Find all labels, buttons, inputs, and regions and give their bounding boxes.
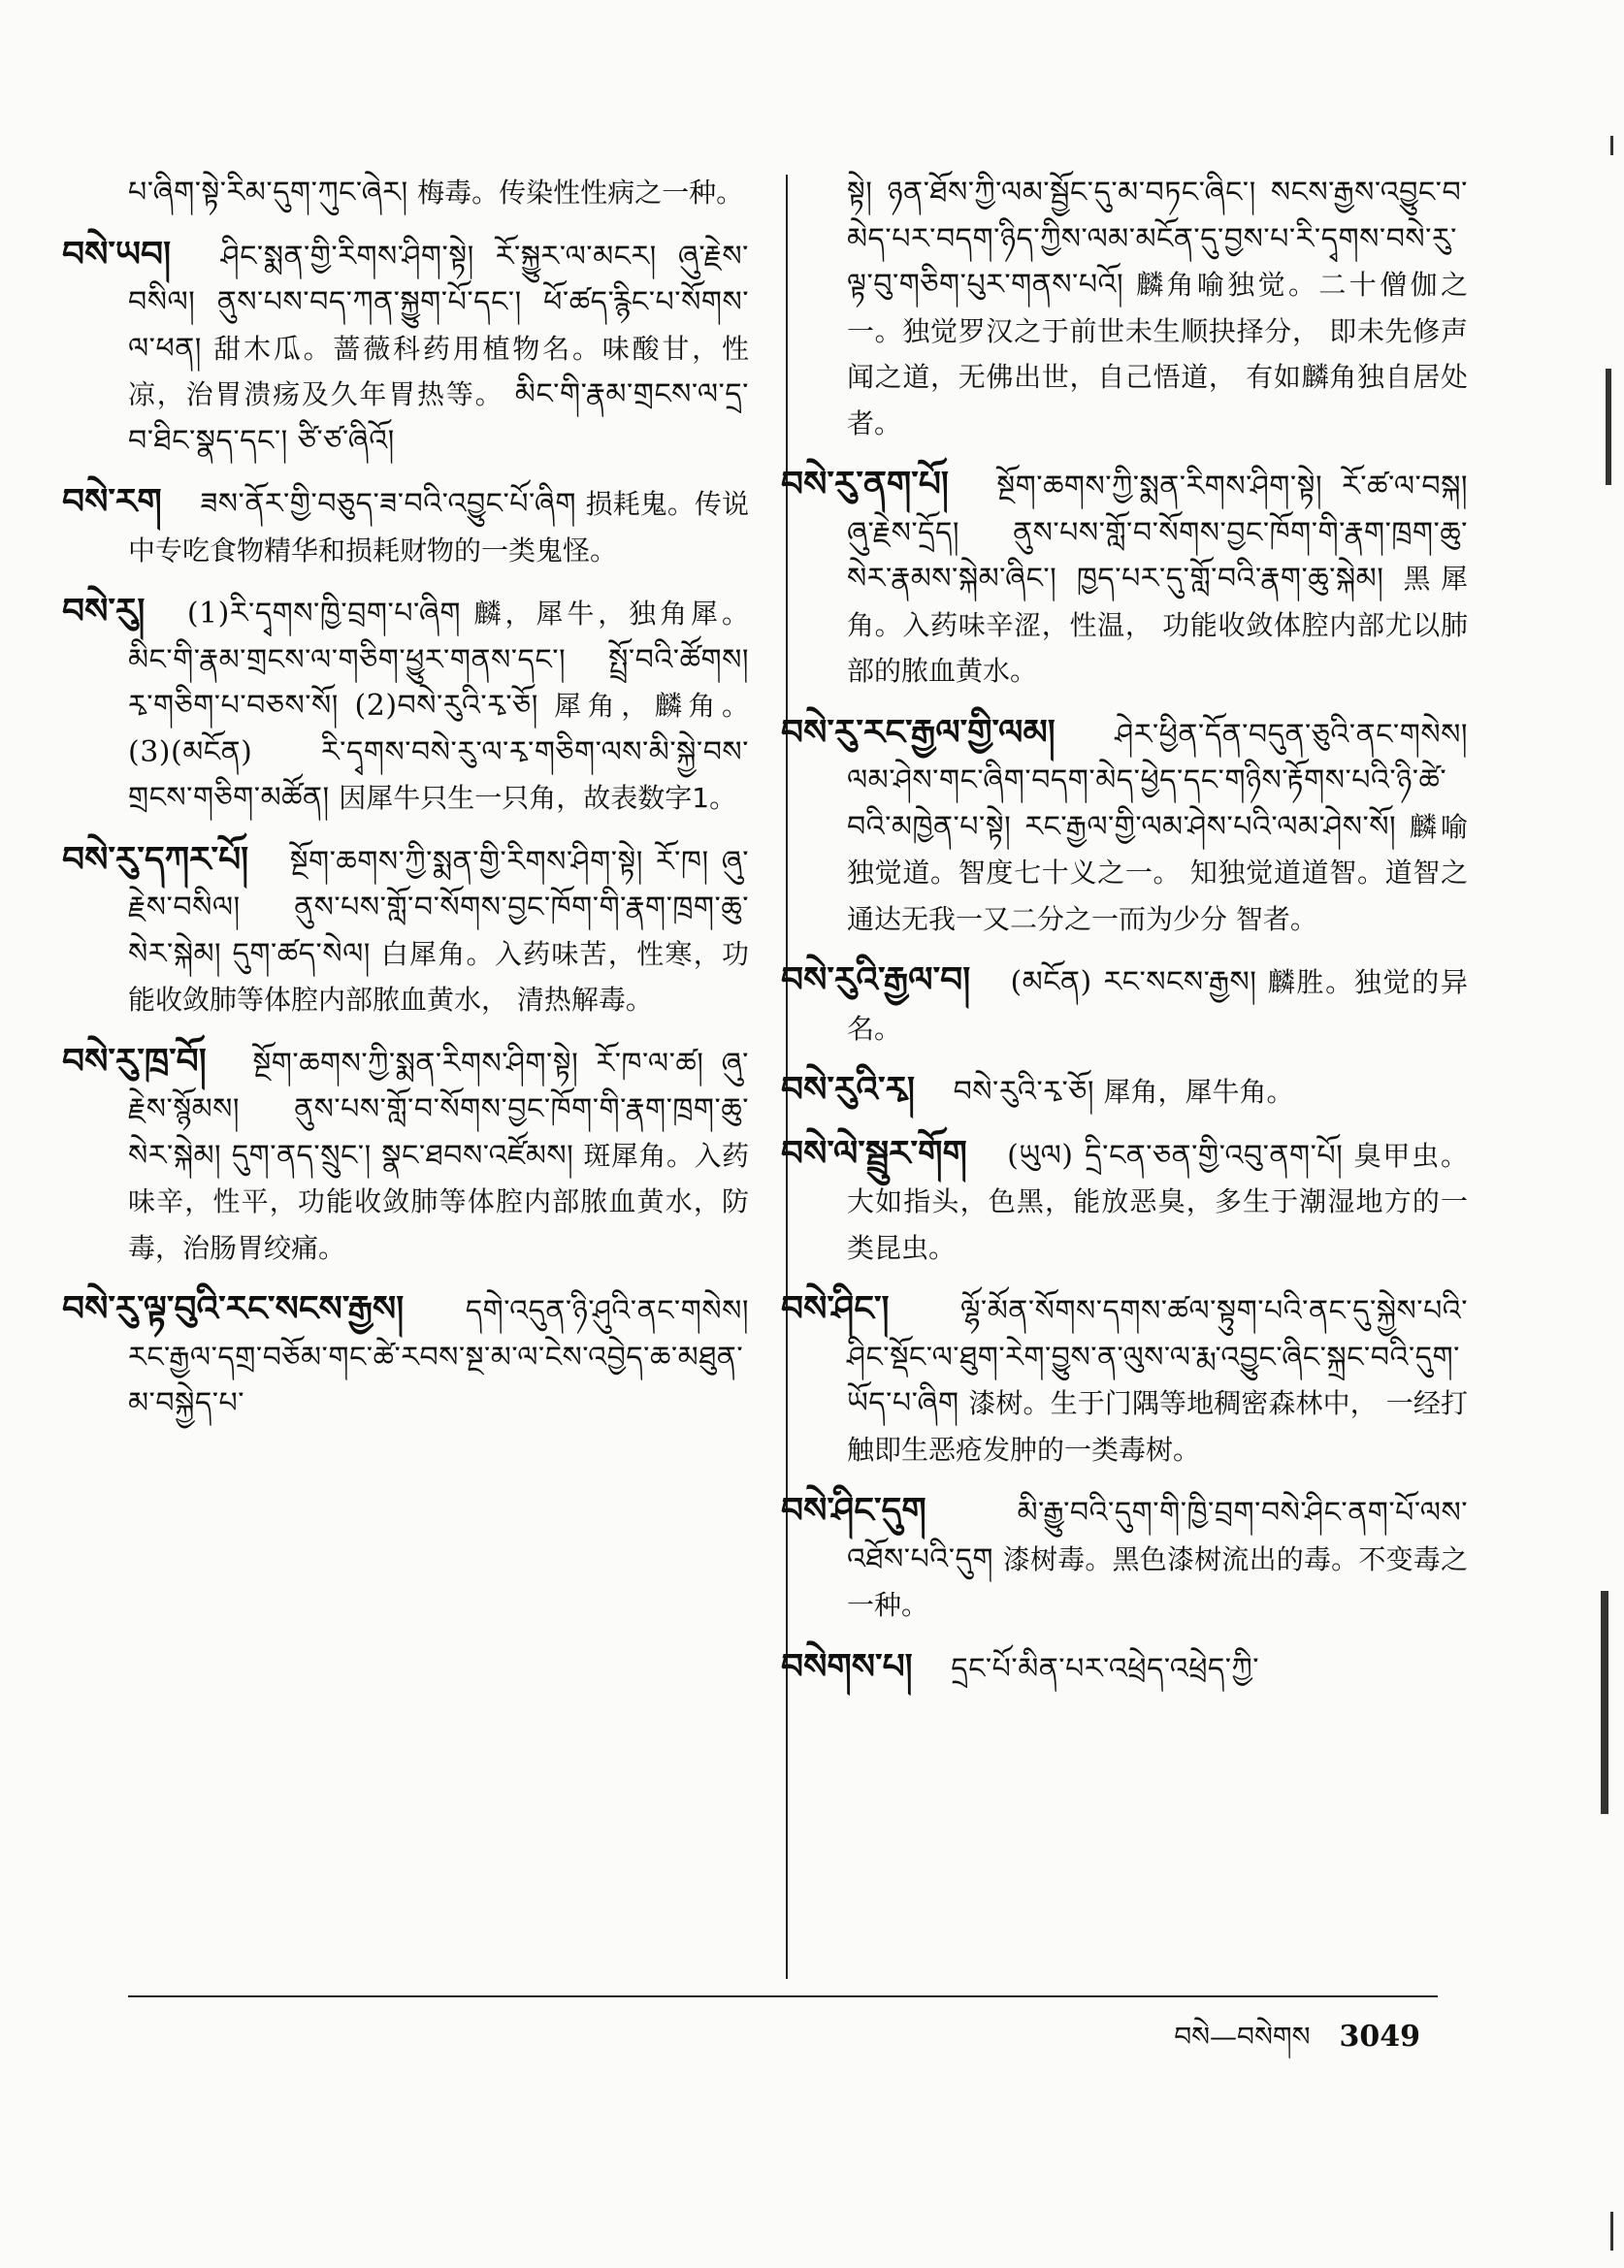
entry-headword: བསེ་རུ་རང་རྒྱལ་གྱི་ལམ། bbox=[781, 712, 1056, 753]
dictionary-entry bbox=[847, 170, 1468, 446]
entry-range: བསེ—བསེགས bbox=[1174, 2021, 1311, 2053]
tibetan-definition: མི་རྒྱུ་བའི་དུག་གི་ཁྱི་བྲག་བསེ་ཤིང་ནག་པོ་ལས་འཐོས་པའི་དུག bbox=[847, 1496, 1468, 1576]
tibetan-definition: (1)རི་དྭགས་ཁྱི་བྲག་པ་ཞིག bbox=[186, 597, 462, 631]
dictionary-entry bbox=[781, 710, 1468, 943]
entry-headword: བསེ་ཤིང་དུག bbox=[781, 1491, 926, 1531]
chinese-definition: 麟角喻独觉。二十僧伽之一。独觉罗汉之于前世未生顺抉择分， 即未先修声闻之道，无佛出世，自己悟道， 有如麟角独自居处者。 bbox=[847, 269, 1468, 439]
dictionary-entry bbox=[781, 1488, 1468, 1629]
chinese-definition: 白犀角。入药味苦，性寒，功能收敛肺等体腔内部脓血黄水， 清热解毒。 bbox=[128, 937, 749, 1016]
tibetan-definition: སྔོག་ཆགས་ཀྱི་སྨན་རིགས་ཤིག་སྟེ། རོ་ཁ་ལ་ཚ། ཞུ་རྗེས་སྙོམས། ནུས་པས་གློ་བ་སོགས་བྱང་ཁོག་གི་རྣག་ཁྲག་ཆུ་སེར་སྐེམ། དུག་ནད་སྲུང་། སྣང་ཐབས་འཛོམས། bbox=[128, 1046, 749, 1173]
page-footer bbox=[1174, 2006, 1420, 2083]
tibetan-definition: (མངོན) རང་སངས་རྒྱས། bbox=[1010, 965, 1257, 999]
entry-headword: བསེ་རུ་ཁྲ་བོ། bbox=[62, 1041, 207, 1082]
entry-headword: བསེ་རུའི་རྭ། bbox=[781, 1070, 916, 1110]
entry-headword: བསེ་ཡབ། bbox=[62, 234, 172, 275]
tibetan-definition: དགེ་འདུན་ཉི་ཤུའི་ནང་གསེས། རང་རྒྱལ་དགྲ་བཅོམ་གང་ཚེ་རབས་སྔ་མ་ལ་ངེས་འབྱེད་ཆ་མཐུན་མ་བསྐྱེད་པ་ bbox=[128, 1294, 749, 1420]
footer-rule bbox=[128, 1995, 1438, 1997]
entry-headword: བསེགས་པ། bbox=[781, 1646, 913, 1687]
chinese-definition: 梅毒。传染性性病之一种。 bbox=[417, 177, 744, 209]
dictionary-entry bbox=[62, 232, 749, 465]
chinese-definition: 麟，犀牛，独角犀。 bbox=[473, 598, 749, 630]
entry-headword: བསེ་ཤིང་། bbox=[781, 1289, 890, 1329]
entry-headword: བསེ་རུ། bbox=[62, 592, 146, 632]
dictionary-entry bbox=[128, 170, 749, 216]
tibetan-definition: སྔོག་ཆགས་ཀྱི་སྨན་གྱི་རིགས་ཤིག་སྟེ། རོ་ཁ། ཞུ་རྗེས་བསིལ། ནུས་པས་གློ་བ་སོགས་བྱང་ཁོག་གི་རྣག་ཁྲག་ཆུ་སེར་སྐེམ། དུག་ཚད་སེལ། bbox=[128, 844, 749, 971]
right-column bbox=[781, 170, 1468, 1707]
tibetan-definition: (3)(མངོན) རི་དྭགས་བསེ་རུ་ལ་རྭ་གཅིག་ལས་མི་སྐྱེ་བས་གྲངས་གཅིག་མཚོན། bbox=[128, 734, 749, 815]
dictionary-entry bbox=[781, 1286, 1468, 1473]
dictionary-entry bbox=[62, 1286, 749, 1427]
chinese-definition: 犀角，犀牛角。 bbox=[1103, 1076, 1294, 1108]
chinese-definition: 甜木瓜。蔷薇科药用植物名。味酸甘，性凉，治胃溃疡及久年胃热等。 bbox=[128, 332, 749, 410]
dictionary-entry bbox=[781, 1644, 1468, 1693]
dictionary-entry bbox=[62, 1039, 749, 1272]
tibetan-definition: མིང་གི་རྣམ་གྲངས་ལ་གཅིག་ཕྱུར་གནས་དང་། སྤྲོ་བའི་ཚོགས། རྭ་གཅིག་པ་བཅས་སོ། (2)བསེ་རུའི་རྭ་ཅོ། bbox=[128, 642, 749, 723]
tibetan-definition: མིང་གི་རྣམ་གྲངས་ལ་དྲ་བ་ཐིང་སྣད་དང་། ཙི་ཙ་ཞིའོ། bbox=[128, 377, 749, 458]
entry-headword: བསེ་རུ་ལྟ་བུའི་རང་སངས་རྒྱས། bbox=[62, 1289, 405, 1329]
tibetan-definition: ཤིང་སྨན་གྱི་རིགས་ཤིག་སྟེ། རོ་སྐྱུར་ལ་མངར། ཞུ་རྗེས་བསིལ། ནུས་པས་བད་ཀན་སྐྱུག་པོ་དང་། ཕོ་ཚད་རྙིང་པ་སོགས་ལ་ཕན། bbox=[128, 239, 749, 366]
page-number: 3049 bbox=[1339, 2020, 1420, 2054]
dictionary-entry bbox=[62, 479, 749, 573]
tibetan-definition: ཤེར་ཕྱིན་དོན་བདུན་ཅུའི་ནང་གསེས། ལམ་ཤེས་གང་ཞིག་བདག་མེད་ཕྱེད་དང་གཉིས་རྟོགས་པའི་ཉི་ཚེ་བའི་མཁྱེན་པ་སྟེ། རང་རྒྱལ་གྱི་ལམ་ཤེས་པའི་ལམ་ཤེས་སོ། bbox=[847, 717, 1468, 844]
dictionary-entry bbox=[62, 589, 749, 822]
chinese-definition: 漆树。生于门隅等地稠密森林中， 一经打触即生恶疮发肿的一类毒树。 bbox=[847, 1387, 1468, 1466]
chinese-definition: 漆树毒。黑色漆树流出的毒。不变毒之一种。 bbox=[847, 1542, 1468, 1621]
chinese-definition: 因犀牛只生一只角，故表数字1。 bbox=[339, 782, 737, 814]
dictionary-entry bbox=[781, 1067, 1468, 1116]
entry-headword: བསེ་ལེ་སྦྲུར་གོག bbox=[781, 1133, 967, 1174]
dictionary-entry bbox=[781, 1131, 1468, 1272]
tibetan-definition: སྔོག་ཆགས་ཀྱི་སྨན་རིགས་ཤིག་སྟེ། རོ་ཚ་ལ་བསྐ། ཞུ་རྗེས་དྲོད། ནུས་པས་གློ་བ་སོགས་བྱང་ཁོག་གི་རྣག་ཁྲག་ཆུ་སེར་རྣམས་སྐེམ་ཞིང་། ཁྱད་པར་དུ་གློ་བའི་རྣག་ཆུ་སྐེམ། bbox=[847, 470, 1468, 596]
entry-headword: བསེ་རུའི་རྒྱལ་བ། bbox=[781, 960, 971, 1000]
tibetan-definition: པ་ཞིག་སྟེ་རིམ་དུག་ཀུང་ཞེར། bbox=[128, 176, 408, 210]
chinese-definition: 犀角，麟角。 bbox=[554, 690, 749, 722]
dictionary-entry bbox=[781, 462, 1468, 695]
chinese-definition: 损耗鬼。传说中专吃食物精华和损耗财物的一类鬼怪。 bbox=[128, 488, 749, 567]
dictionary-entry bbox=[62, 837, 749, 1023]
chinese-definition: 麟喻独觉道。智度七十义之一。 知独觉道道智。道智之通达无我一又二分之一而为少分 智者。 bbox=[847, 810, 1468, 935]
entry-headword: བསེ་རུ་ནག་པོ། bbox=[781, 465, 949, 504]
tibetan-definition: ཟས་ནོར་གྱི་བཅུད་ཟ་བའི་འབྱུང་པོ་ཞིག bbox=[200, 487, 577, 521]
entry-headword: བསེ་རག bbox=[62, 482, 162, 522]
tibetan-definition: (ཡུལ) དྲི་ངན་ཅན་གྱི་འབུ་ནག་པོ། bbox=[1007, 1138, 1344, 1173]
chinese-definition: 臭甲虫。大如指头，色黑，能放恶臭，多生于潮湿地方的一类昆虫。 bbox=[847, 1139, 1468, 1264]
dictionary-entry bbox=[781, 957, 1468, 1052]
chinese-definition: 黑犀角。入药味辛涩，性温， 功能收敛体腔内部尤以肺部的脓血黄水。 bbox=[847, 563, 1468, 687]
chinese-definition: 麟胜。独觉的异名。 bbox=[847, 966, 1468, 1045]
tibetan-definition: དྲང་པོ་མིན་པར་འཕྲེད་འཕྲེད་ཀྱི་ bbox=[951, 1651, 1260, 1686]
chinese-definition: 斑犀角。入药味辛，性平，功能收敛肺等体腔内部脓血黄水，防毒，治肠胃绞痛。 bbox=[128, 1139, 749, 1264]
tibetan-definition: བསེ་རུའི་རྭ་ཅོ། bbox=[953, 1075, 1094, 1109]
tibetan-definition: སྟེ། ཉན་ཐོས་ཀྱི་ལམ་སྦྱོང་དུ་མ་བཏང་ཞིང་། སངས་རྒྱས་འབྱུང་བ་མེད་པར་བདག་ཉིད་ཀྱིས་ལམ་མངོན་དུ་བྱས་པ་རི་དྭགས་བསེ་རུ་ལྟ་བུ་གཅིག་པུར་གནས་པའོ། bbox=[847, 176, 1468, 302]
tibetan-definition: ལྷོ་མོན་སོགས་དགས་ཚལ་སྟུག་པའི་ནང་དུ་སྐྱེས་པའི་ཤིང་སྡོང་ལ་ཐུག་རེག་བྱུས་ན་ལུས་ལ་རྨ་འབྱུང་ཞིང་སྐྲང་བའི་དུག་ཡོད་པ་ཞིག bbox=[847, 1294, 1468, 1420]
entry-headword: བསེ་རུ་དཀར་པོ། bbox=[62, 839, 249, 880]
left-column bbox=[62, 170, 749, 1442]
